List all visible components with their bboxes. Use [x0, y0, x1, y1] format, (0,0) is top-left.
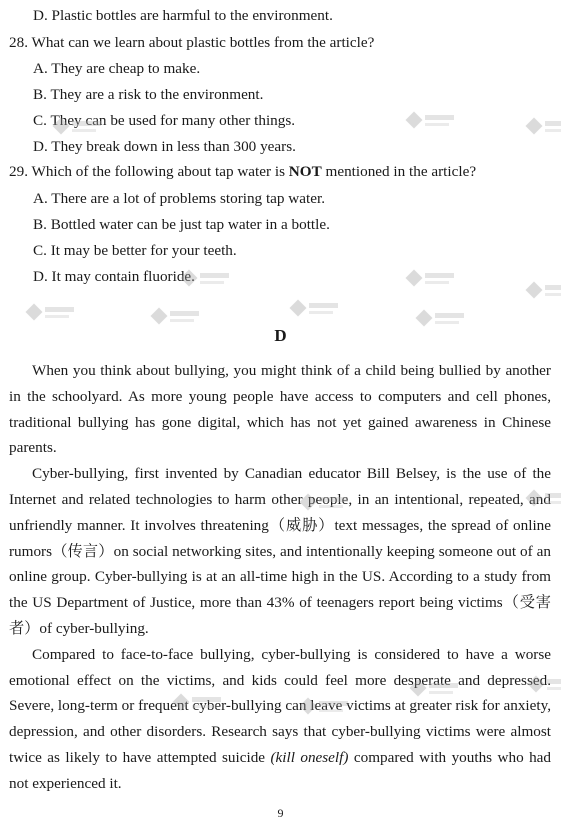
section-heading: D: [274, 326, 287, 345]
watermark-logo-icon: [418, 310, 464, 328]
q28-option-a: A. They are cheap to make.: [33, 60, 201, 77]
italic-gloss: (kill oneself): [270, 748, 349, 766]
watermark-logo-icon: [302, 494, 348, 512]
q28-option-c: C. They can be used for many other things.: [33, 112, 296, 129]
q28-option-b: B. They are a risk to the environment.: [33, 86, 264, 103]
watermark-logo-icon: [55, 118, 101, 136]
watermark-logo-icon: [412, 680, 458, 698]
watermark-logo-icon: [408, 112, 454, 130]
q29-option-d: D. It may contain fluoride.: [33, 268, 195, 285]
watermark-logo-icon: [408, 270, 454, 288]
watermark-logo-icon: [28, 304, 74, 322]
watermark-logo-icon: [530, 676, 561, 694]
watermark-logo-icon: [183, 270, 229, 288]
watermark-logo-icon: [528, 490, 561, 508]
q29-option-c: C. It may be better for your teeth.: [33, 242, 237, 259]
passage-paragraph-3: Compared to face-to-face bullying, cyber-bullying is considered to have a worse emotional effect on the victims, and kids could feel more desperate and depressed. Severe, long-term or frequent cyber-bullying can leave victims at greater risk for anxiety, depression, and other disorders. Research says that cyber-bullying victims were almost twice as likely to have attempted suicide (kill oneself) compared with youths who had not experienced it.: [9, 645, 552, 792]
passage-paragraph-2: Cyber-bullying, first invented by Canadian educator Bill Belsey, is the use of the Internet and related technologies to harm other people, in an intentional, repeated, and unfriendly manner. It involves threatening（威胁）text messages, the spread of online rumors（传言）on social networking sites, and intentionally keeping someone out of an online group. Cyber-bullying is at an all-time high in the US. According to a study from the US Department of Justice, more than 43% of teenagers report being victims（受害者）of cyber-bullying.: [9, 465, 551, 637]
watermark-logo-icon: [153, 308, 199, 326]
watermark-logo-icon: [302, 698, 348, 716]
watermark-logo-icon: [292, 300, 338, 318]
q29-option-b: B. Bottled water can be just tap water in a bottle.: [33, 216, 330, 233]
q28-question: 28. What can we learn about plastic bottles from the article?: [9, 34, 375, 51]
q28-option-d: D. They break down in less than 300 years.: [33, 138, 296, 155]
emphasis-not: NOT: [288, 163, 322, 180]
watermark-logo-icon: [528, 282, 561, 300]
passage-paragraph-1: When you think about bullying, you might think of a child being bullied by another in the schoolyard. As more young people have access to computers and cell phones, traditional bullying has gone digital, which has not yet gained awareness in Chinese parents.: [9, 362, 551, 457]
q27-option-d: D. Plastic bottles are harmful to the environment.: [33, 7, 333, 24]
q29-option-a: A. There are a lot of problems storing tap water.: [33, 190, 325, 207]
passage: [9, 358, 551, 797]
page-number: 9: [277, 806, 284, 820]
watermark-logo-icon: [175, 694, 221, 712]
q29-question: 29. Which of the following about tap water is NOT mentioned in the article?: [9, 163, 477, 180]
watermark-logo-icon: [528, 118, 561, 136]
